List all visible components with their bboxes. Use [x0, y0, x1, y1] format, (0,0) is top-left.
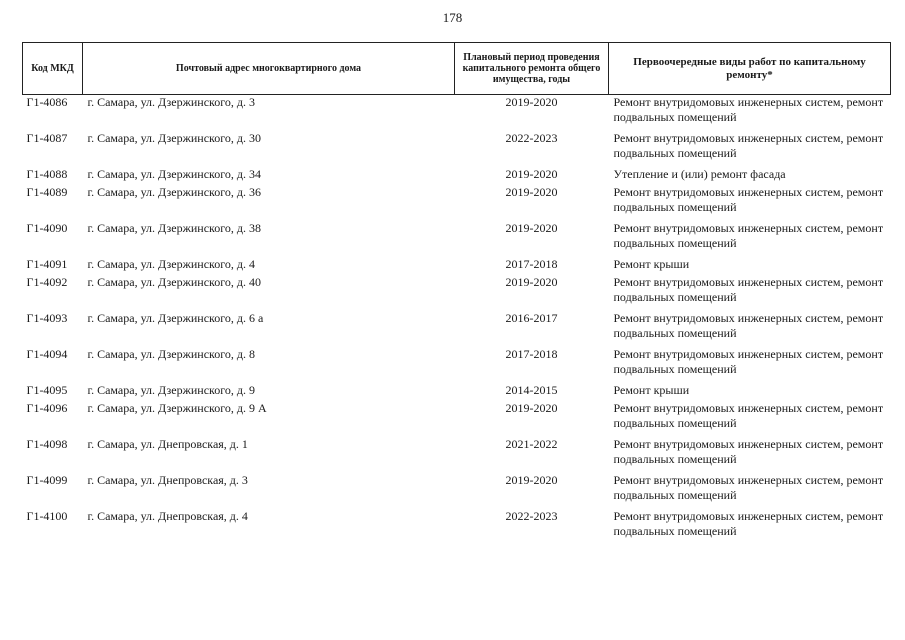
cell-works: Ремонт внутридомовых инженерных систем, ремонт подвальных помещений: [613, 221, 884, 250]
page-number: 178: [442, 10, 463, 25]
table-row: [23, 95, 891, 132]
cell-works: Ремонт внутридомовых инженерных систем, ремонт подвальных помещений: [613, 509, 884, 538]
cell-period: 2019-2020: [505, 221, 558, 235]
table-row: [23, 221, 891, 257]
cell-period: 2022-2023: [505, 131, 558, 145]
cell-period: 2021-2022: [505, 437, 558, 451]
cell-period: 2017-2018: [505, 347, 558, 361]
table-row: [23, 185, 891, 221]
cell-works: Ремонт внутридомовых инженерных систем, ремонт подвальных помещений: [613, 311, 884, 340]
cell-code: Г1-4089: [26, 185, 68, 199]
cell-works: Ремонт внутридомовых инженерных систем, ремонт подвальных помещений: [613, 131, 884, 160]
cell-code: Г1-4098: [26, 437, 68, 451]
cell-works: Ремонт крыши: [613, 257, 690, 271]
cell-address: г. Самара, ул. Дзержинского, д. 40: [87, 275, 261, 289]
table-header: [23, 43, 891, 95]
cell-address: г. Самара, ул. Днепровская, д. 1: [87, 437, 248, 451]
cell-address: г. Самара, ул. Дзержинского, д. 4: [87, 257, 255, 271]
cell-works: Ремонт внутридомовых инженерных систем, ремонт подвальных помещений: [613, 185, 884, 214]
cell-code: Г1-4090: [26, 221, 68, 235]
table-row: [23, 509, 891, 545]
cell-period: 2019-2020: [505, 275, 558, 289]
cell-period: 2019-2020: [505, 167, 558, 181]
header-period: Плановый период проведения капитального ремонта общего имущества, годы: [455, 43, 609, 95]
table-row: [23, 347, 891, 383]
cell-code: Г1-4088: [26, 167, 68, 181]
cell-address: г. Самара, ул. Днепровская, д. 4: [87, 509, 248, 523]
cell-address: г. Самара, ул. Дзержинского, д. 9 А: [87, 401, 267, 415]
cell-period: 2019-2020: [505, 473, 558, 487]
header-code: Код МКД: [23, 43, 83, 95]
cell-period: 2016-2017: [505, 311, 558, 325]
table-row: [23, 383, 891, 401]
cell-works: Ремонт внутридомовых инженерных систем, ремонт подвальных помещений: [613, 437, 884, 466]
cell-period: 2019-2020: [505, 401, 558, 415]
table-body: [23, 95, 891, 546]
cell-period: 2019-2020: [505, 185, 558, 199]
cell-works: Ремонт внутридомовых инженерных систем, ремонт подвальных помещений: [613, 473, 884, 502]
cell-address: г. Самара, ул. Дзержинского, д. 38: [87, 221, 261, 235]
cell-code: Г1-4096: [26, 401, 68, 415]
cell-code: Г1-4095: [26, 383, 68, 397]
cell-code: Г1-4086: [26, 95, 68, 109]
table-row: [23, 437, 891, 473]
cell-period: 2022-2023: [505, 509, 558, 523]
cell-address: г. Самара, ул. Дзержинского, д. 6 а: [87, 311, 264, 325]
table-row: [23, 401, 891, 437]
cell-code: Г1-4091: [26, 257, 68, 271]
cell-address: г. Самара, ул. Дзержинского, д. 9: [87, 383, 255, 397]
cell-address: г. Самара, ул. Дзержинского, д. 36: [87, 185, 261, 199]
cell-code: Г1-4092: [26, 275, 68, 289]
cell-code: Г1-4087: [26, 131, 68, 145]
cell-address: г. Самара, ул. Дзержинского, д. 3: [87, 95, 255, 109]
header-works: Первоочередные виды работ по капитальному ремонту*: [609, 43, 891, 95]
table-row: [23, 311, 891, 347]
cell-code: Г1-4093: [26, 311, 68, 325]
table-row: [23, 473, 891, 509]
cell-works: Ремонт крыши: [613, 383, 690, 397]
capital-repair-table: [22, 42, 891, 545]
cell-works: Ремонт внутридомовых инженерных систем, ремонт подвальных помещений: [613, 95, 884, 124]
cell-works: Утепление и (или) ремонт фасада: [613, 167, 786, 181]
cell-works: Ремонт внутридомовых инженерных систем, ремонт подвальных помещений: [613, 347, 884, 376]
cell-works: Ремонт внутридомовых инженерных систем, ремонт подвальных помещений: [613, 401, 884, 430]
cell-address: г. Самара, ул. Дзержинского, д. 30: [87, 131, 261, 145]
cell-address: г. Самара, ул. Дзержинского, д. 8: [87, 347, 255, 361]
cell-address: г. Самара, ул. Днепровская, д. 3: [87, 473, 248, 487]
header-address: Почтовый адрес многоквартирного дома: [83, 43, 455, 95]
table-row: [23, 275, 891, 311]
cell-code: Г1-4099: [26, 473, 68, 487]
cell-period: 2014-2015: [505, 383, 558, 397]
table-row: [23, 131, 891, 167]
table-row: [23, 167, 891, 185]
cell-address: г. Самара, ул. Дзержинского, д. 34: [87, 167, 261, 181]
cell-period: 2017-2018: [505, 257, 558, 271]
cell-code: Г1-4100: [26, 509, 68, 523]
cell-code: Г1-4094: [26, 347, 68, 361]
cell-period: 2019-2020: [505, 95, 558, 109]
table-row: [23, 257, 891, 275]
cell-works: Ремонт внутридомовых инженерных систем, ремонт подвальных помещений: [613, 275, 884, 304]
